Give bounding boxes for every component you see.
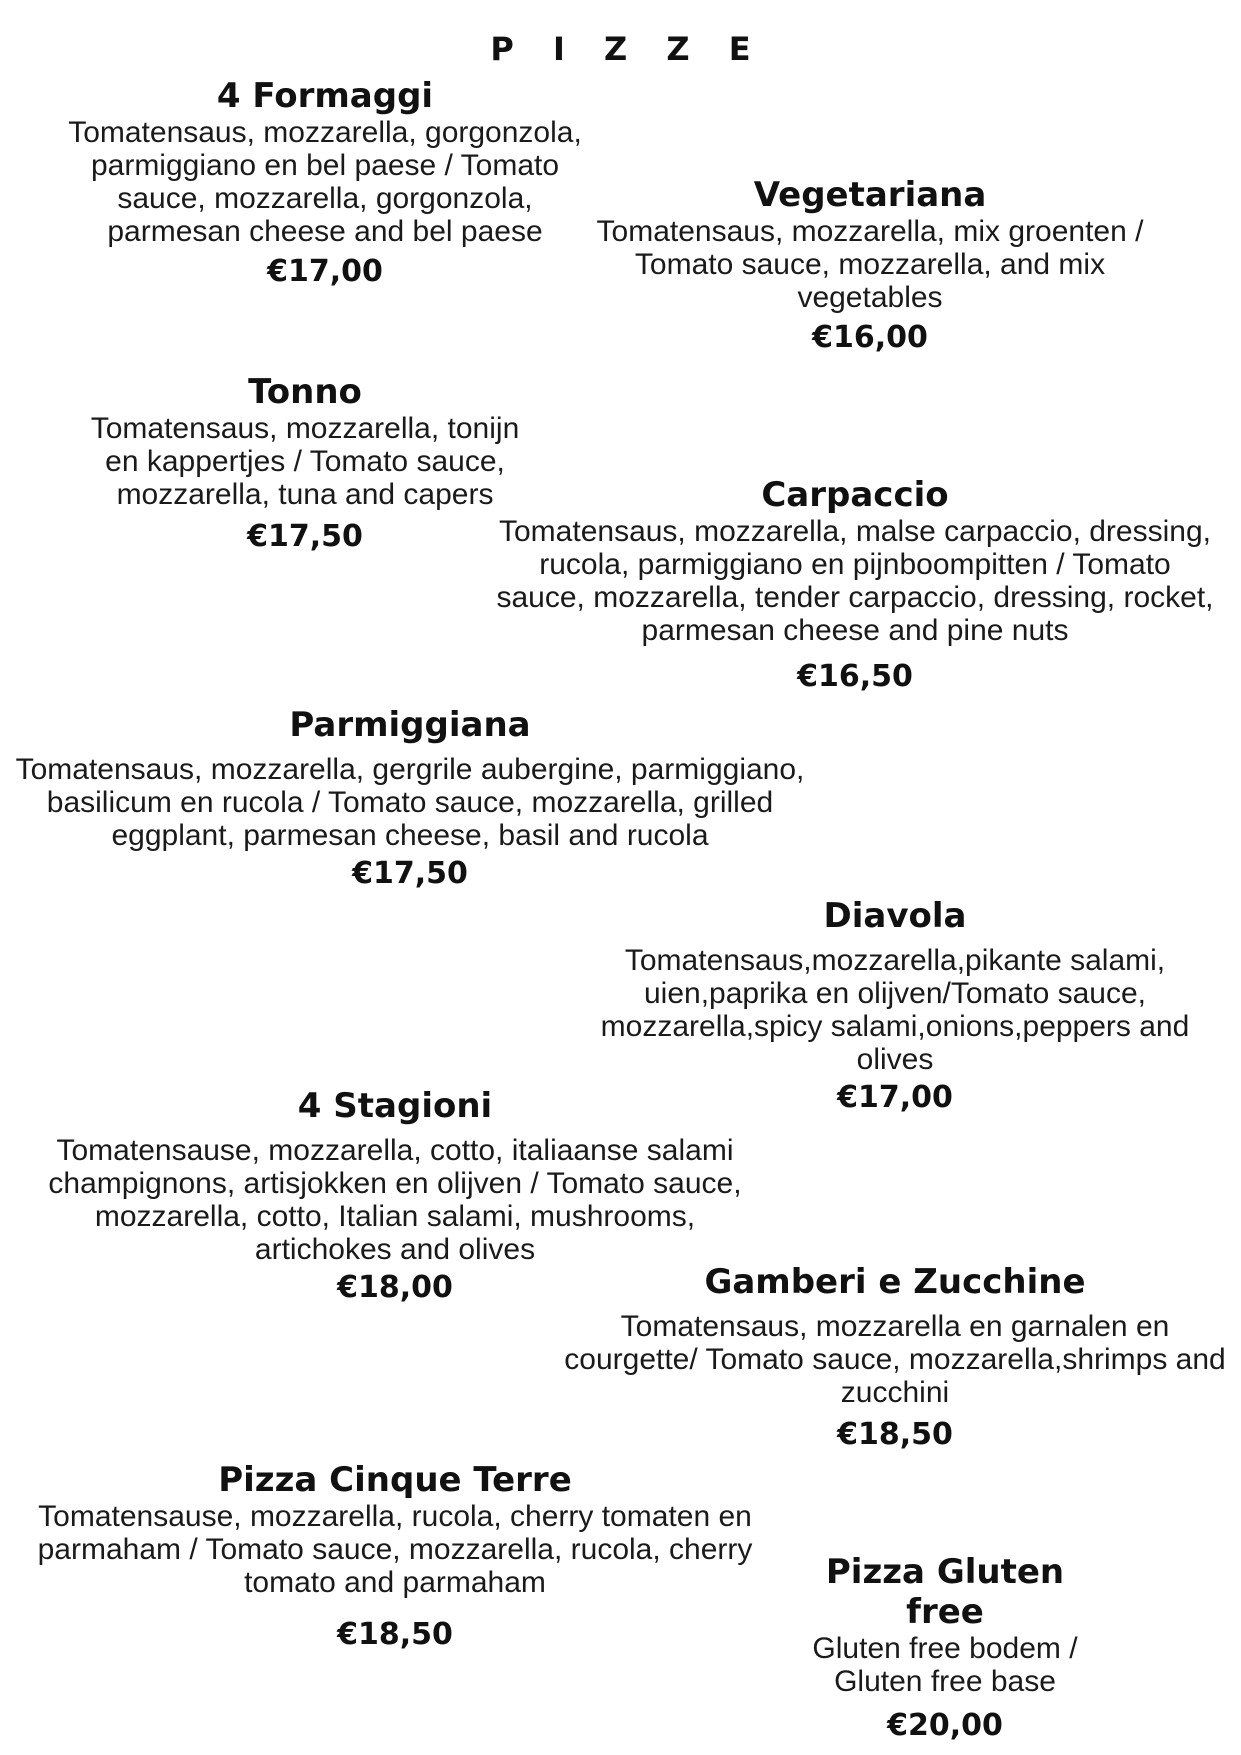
- item-price: €18,50: [337, 1617, 453, 1652]
- item-description: Tomatensaus,mozzarella,pikante salami, uien,paprika en olijven/Tomato sauce, mozzarella,spicy salami,onions,peppers and olives: [600, 944, 1190, 1076]
- item-price: €20,00: [887, 1708, 1003, 1743]
- item-description: Tomatensause, mozzarella, cotto, italiaanse salami champignons, artisjokken en olijven / Tomato sauce, mozzarella, cotto, Italian salami, mushrooms, artichokes and olives: [48, 1134, 742, 1266]
- item-description: Tomatensaus, mozzarella, mix groenten / Tomato sauce, mozzarella, and mix vegetables: [596, 215, 1144, 314]
- item-name: 4 Stagioni: [297, 1086, 493, 1126]
- item-name: Diavola: [823, 896, 967, 936]
- item-description: Gluten free bodem / Gluten free base: [812, 1632, 1078, 1698]
- item-name: Vegetariana: [753, 175, 987, 215]
- menu-item-tonno: [75, 372, 535, 555]
- item-name: Tonno: [248, 372, 362, 412]
- item-price: €16,50: [797, 659, 913, 694]
- page-title: P I Z Z E: [490, 30, 765, 68]
- item-name: Carpaccio: [761, 475, 949, 515]
- menu-item-diavola: [585, 896, 1205, 1116]
- item-price: €16,00: [812, 320, 928, 355]
- menu-item-pizza-cinque-terre: [15, 1460, 775, 1653]
- item-price: €18,50: [837, 1417, 953, 1452]
- item-price: €17,00: [267, 254, 383, 289]
- item-description: Tomatensause, mozzarella, rucola, cherry tomaten en parmaham / Tomato sauce, mozzarella, rucola, cherry tomato and parmaham: [37, 1500, 753, 1599]
- menu-item-vegetariana: [575, 175, 1165, 356]
- menu-item-4-formaggi: [55, 76, 595, 290]
- item-description: Tomatensaus, mozzarella, gorgonzola, parmiggiano en bel paese / Tomato sauce, mozzarella, gorgonzola, parmesan cheese and bel paese: [68, 116, 582, 248]
- item-price: €17,00: [837, 1080, 953, 1115]
- item-name: Parmiggiana: [289, 705, 531, 745]
- item-description: Tomatensaus, mozzarella, gergrile aubergine, parmiggiano, basilicum en rucola / Tomato sauce, mozzarella, grilled eggplant, parmesan cheese, basil and rucola: [15, 753, 805, 852]
- item-price: €17,50: [247, 519, 363, 554]
- item-price: €17,50: [352, 856, 468, 891]
- menu-item-parmiggiana: [15, 705, 805, 892]
- menu-item-pizza-gluten-free: [790, 1552, 1100, 1744]
- item-description: Tomatensaus, mozzarella, malse carpaccio, dressing, rucola, parmiggiano en pijnboompitten / Tomato sauce, mozzarella, tender carpaccio, dressing, rocket, parmesan cheese and pine nuts: [496, 515, 1214, 647]
- menu-item-gamberi-e-zucchine: [555, 1262, 1235, 1453]
- item-description: Tomatensaus, mozzarella, tonijn en kappertjes / Tomato sauce, mozzarella, tuna and capers: [90, 412, 520, 511]
- menu-item-carpaccio: [495, 475, 1215, 695]
- item-name: Pizza Gluten free: [825, 1552, 1065, 1632]
- item-name: 4 Formaggi: [216, 76, 434, 116]
- item-description: Tomatensaus, mozzarella en garnalen en courgette/ Tomato sauce, mozzarella,shrimps and zucchini: [564, 1310, 1226, 1409]
- item-name: Pizza Cinque Terre: [218, 1460, 572, 1500]
- item-price: €18,00: [337, 1270, 453, 1305]
- item-name: Gamberi e Zucchine: [704, 1262, 1086, 1302]
